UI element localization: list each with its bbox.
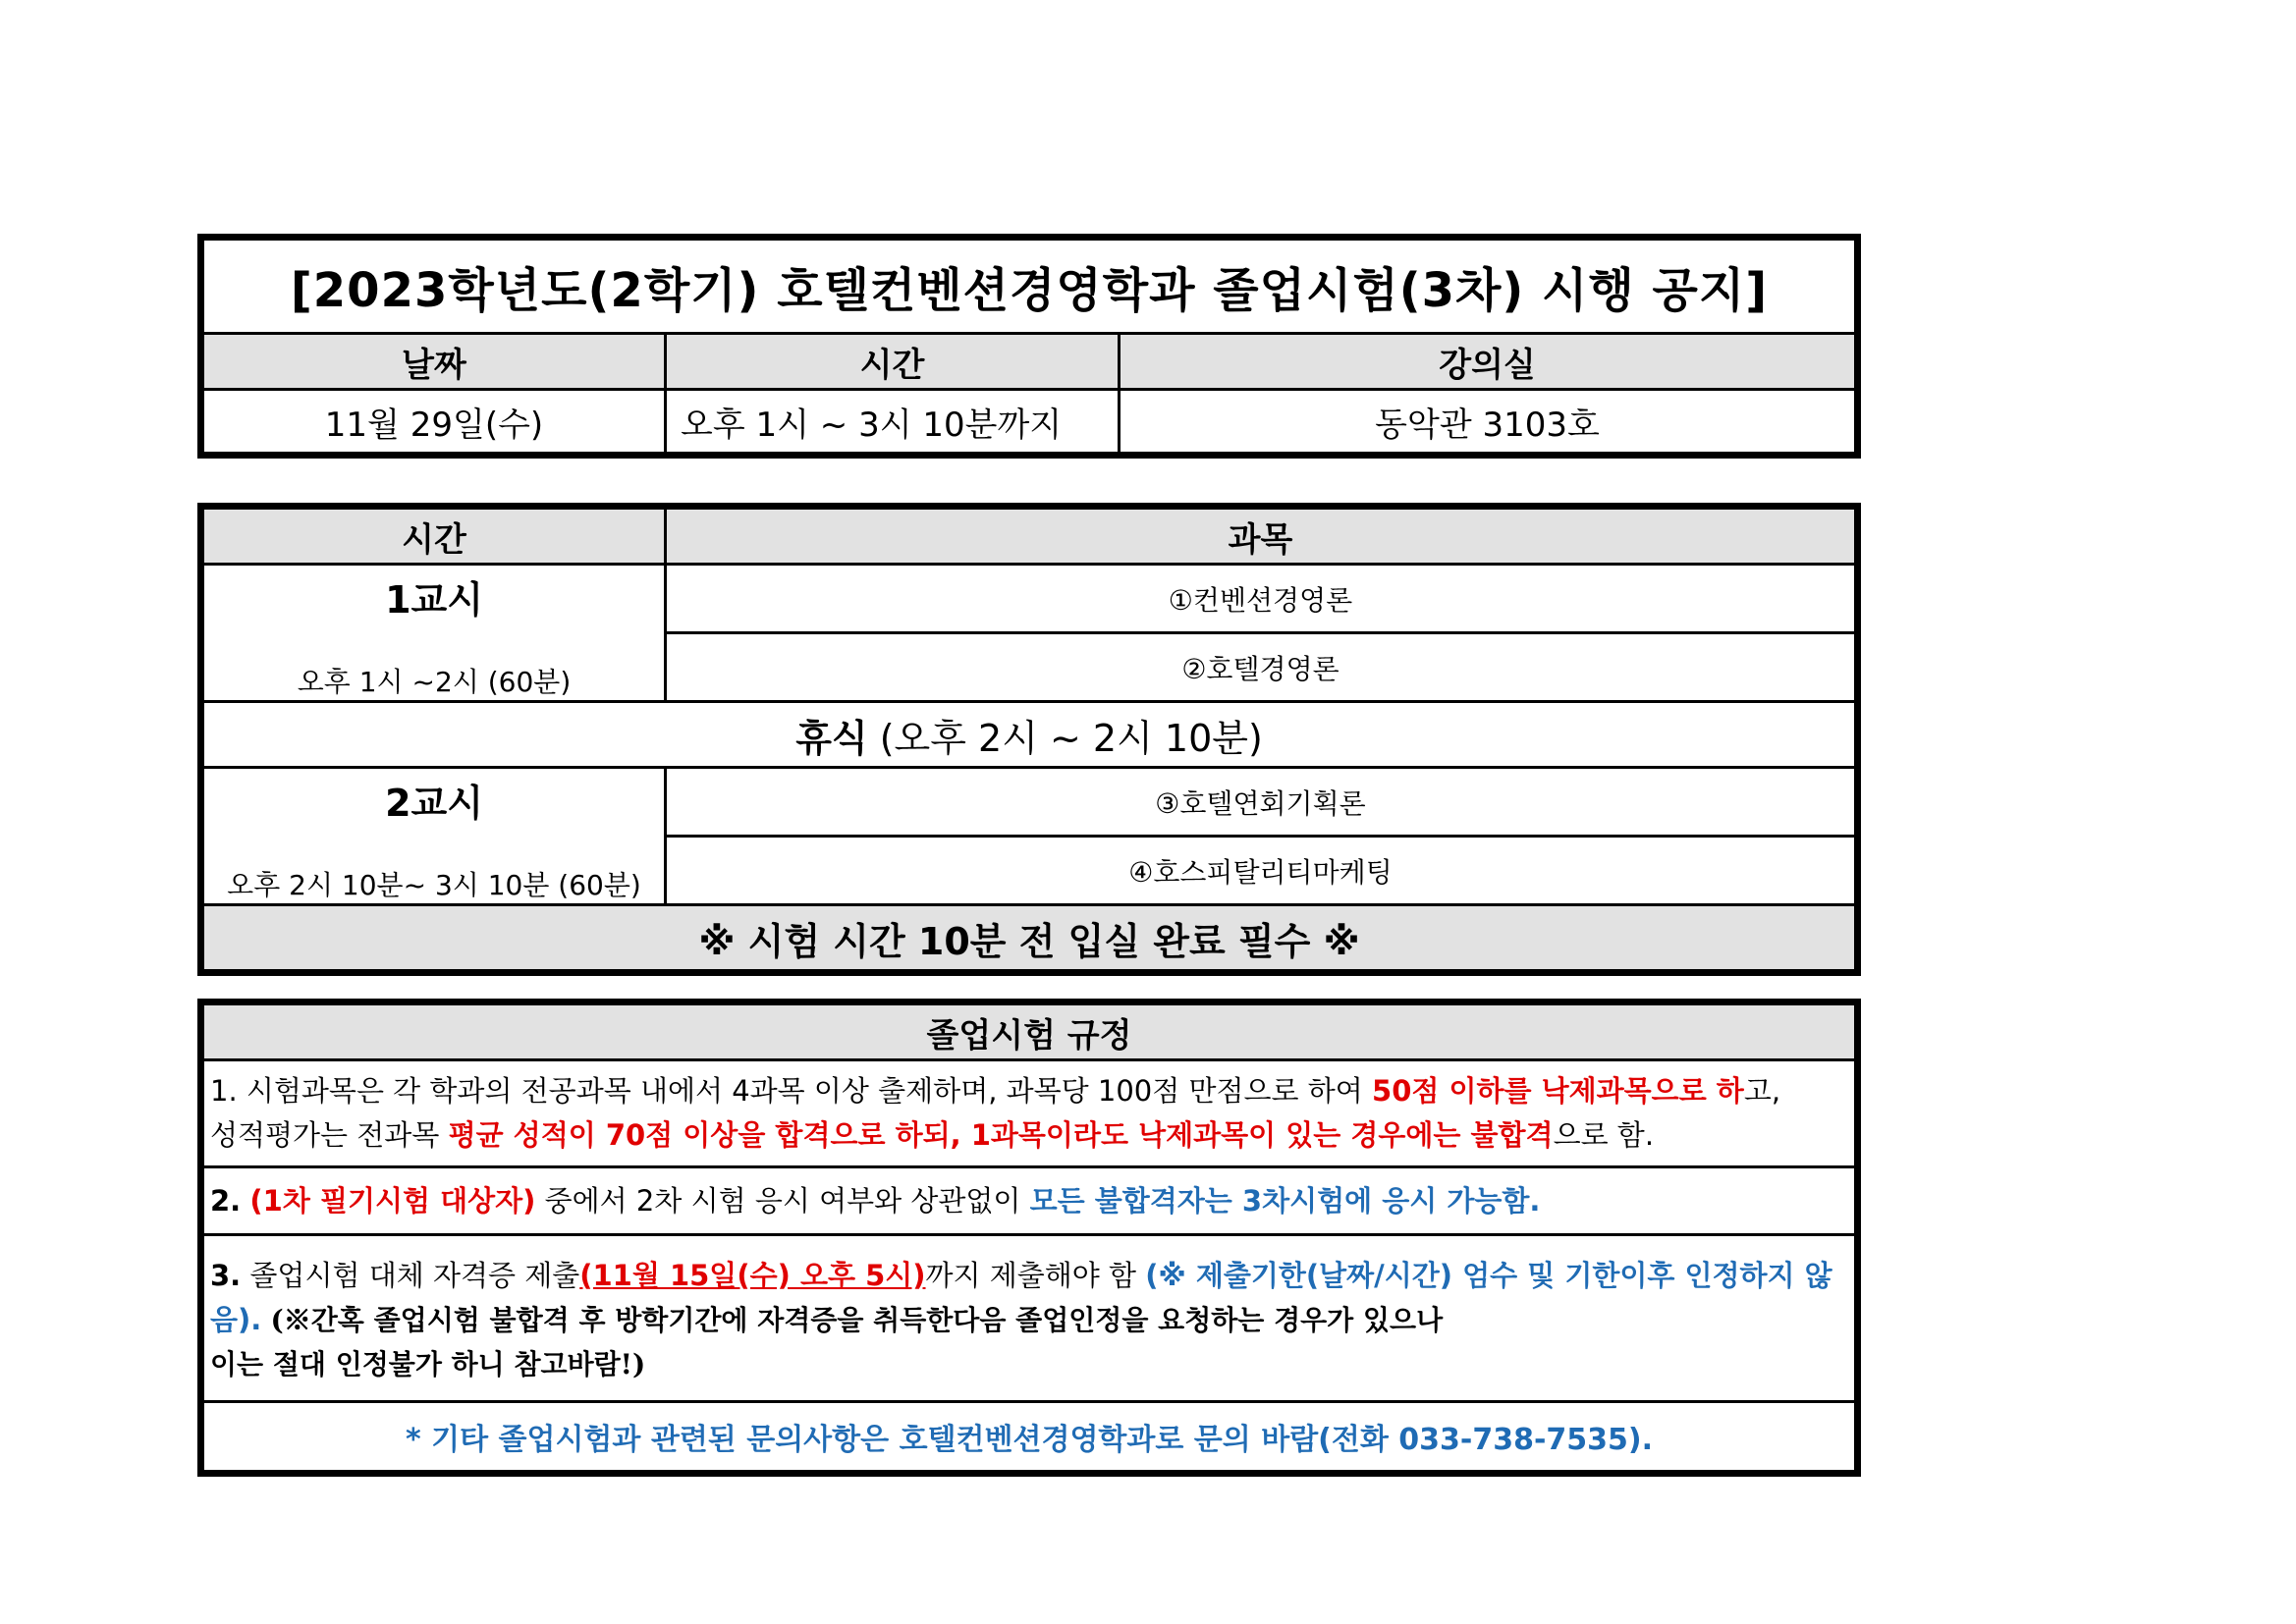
- rules-heading: 졸업시험 규정: [203, 1004, 1856, 1060]
- subject-1: ①컨벤션경영론: [666, 565, 1856, 633]
- exam-info-table: [201, 238, 1857, 455]
- break-row: [203, 702, 1856, 768]
- period-1-cell: [203, 565, 666, 702]
- entry-notice: ※ 시험 시간 10분 전 입실 완료 필수 ※: [203, 905, 1856, 971]
- period-1-name: 1교시: [385, 578, 483, 622]
- period-1-time: 오후 1시 ~2시 (60분): [297, 666, 572, 698]
- rule-1-text-a: 시험과목은 각 학과의 전공과목 내에서 4과목 이상 출제하며, 과목당 100점 만점으로 하여: [237, 1074, 1373, 1108]
- rule-1-text-c: 고,: [1743, 1074, 1781, 1108]
- rule-1-text-f: 으로 함.: [1553, 1118, 1655, 1152]
- rule-3-deadline: (11월 15일(수) 오후 5시): [579, 1259, 926, 1292]
- room-header: 강의실: [1120, 334, 1856, 390]
- rule-2-text-b: 중에서 2차 시험 응시 여부와 상관없이: [535, 1183, 1030, 1218]
- rule-2-number: 2.: [210, 1183, 242, 1218]
- subject-3: ③호텔연회기획론: [666, 768, 1856, 837]
- contact-info: * 기타 졸업시험과 관련된 문의사항은 호텔컨벤션경영학과로 문의 바람(전화 033-738-7535).: [203, 1402, 1856, 1472]
- rule-1-number: 1.: [210, 1074, 238, 1108]
- date-header: 날짜: [203, 334, 666, 390]
- exam-date: 11월 29일(수): [203, 390, 666, 454]
- period-2-name: 2교시: [385, 782, 483, 825]
- time-header: 시간: [666, 334, 1120, 390]
- period-2-time: 오후 2시 10분~ 3시 10분 (60분): [227, 869, 641, 901]
- rule-1-pass-criteria: 평균 성적이 70점 이상을 합격으로 하되, 1과목이라도 낙제과목이 있는 경우에는 불합격: [448, 1118, 1554, 1152]
- rule-3-warning-end: 이는 절대 인정불가 하니 참고바람!): [210, 1348, 646, 1380]
- rule-3-deadline-note: (※ 제출기한(날짜/시간) 엄수 및 기한이후 인정하지 않음).: [210, 1259, 1832, 1336]
- exam-room: 동악관 3103호: [1120, 390, 1856, 454]
- period-2-cell: [203, 768, 666, 905]
- subject-2: ②호텔경영론: [666, 633, 1856, 702]
- break-label: 휴식: [795, 716, 868, 760]
- subject-4: ④호스피탈리티마케팅: [666, 837, 1856, 905]
- rule-3-warning: (※간혹 졸업시험 불합격 후 방학기간에 자격증을 취득한다음 졸업인정을 요청하는 경우가 있으나: [270, 1304, 1444, 1336]
- rule-2-eligibility: 모든 불합격자는 3차시험에 응시 가능함.: [1029, 1183, 1541, 1218]
- break-time: (오후 2시 ~ 2시 10분): [879, 716, 1263, 760]
- rule-1: [203, 1060, 1856, 1167]
- rule-3-text-c: 까지 제출해야 함: [925, 1259, 1146, 1292]
- rule-3-number: 3.: [210, 1259, 242, 1292]
- rule-3: [203, 1235, 1856, 1402]
- exam-time: 오후 1시 ~ 3시 10분까지: [666, 390, 1120, 454]
- rule-2-target: (1차 필기시험 대상자): [249, 1183, 536, 1218]
- rule-3-text-a: 졸업시험 대체 자격증 제출: [241, 1259, 580, 1292]
- schedule-time-header: 시간: [203, 509, 666, 565]
- rule-1-fail-threshold: 50점 이하를 낙제과목으로 하: [1372, 1074, 1744, 1108]
- page-title: [2023학년도(2학기) 호텔컨벤션경영학과 졸업시험(3차) 시행 공지]: [203, 240, 1856, 334]
- rule-2: [203, 1167, 1856, 1235]
- rule-1-text-d: 성적평가는 전과목: [210, 1118, 449, 1152]
- schedule-subject-header: 과목: [666, 509, 1856, 565]
- schedule-table: [201, 507, 1857, 972]
- rules-table: [201, 1002, 1857, 1473]
